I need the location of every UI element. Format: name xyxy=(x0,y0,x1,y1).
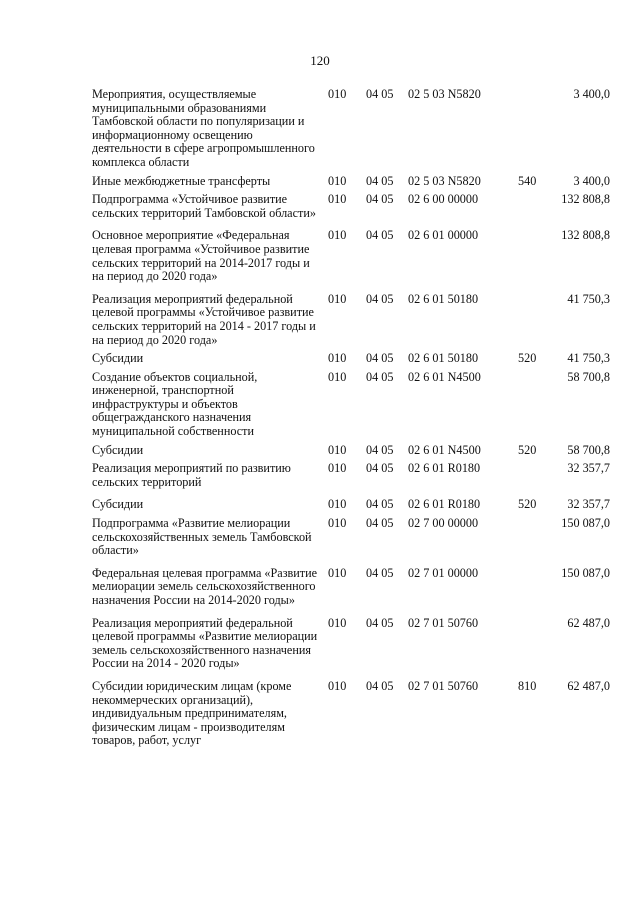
row-name: Субсидии xyxy=(92,442,144,457)
row-section: 04 05 xyxy=(366,192,394,207)
row-name: Мероприятия, осуществляемые муниципальными образованиями Тамбовской области по популяризации и информационному освещению деятельности в сфере агропромышленного комплекса области xyxy=(92,87,315,169)
row-target-article: 02 6 00 00000 xyxy=(408,192,479,207)
row-grbs: 010 xyxy=(328,228,347,243)
row-amount: 150 087,0 xyxy=(561,565,610,580)
row-expense-type xyxy=(518,371,544,444)
row-grbs: 010 xyxy=(328,291,347,306)
row-target-article: 02 6 01 N4500 xyxy=(408,442,481,457)
table-row xyxy=(92,462,610,498)
row-grbs: 010 xyxy=(328,369,347,384)
row-expense-type xyxy=(518,617,544,680)
row-amount: 62 487,0 xyxy=(567,615,610,630)
row-amount: 3 400,0 xyxy=(573,87,610,101)
row-name: Создание объектов социальной, инженерной, транспортной инфраструктуры и объектов общегражданского назначения муниципальной собственности xyxy=(92,369,258,439)
table-row xyxy=(92,567,610,617)
row-expense-type xyxy=(518,229,544,292)
row-target-article: 02 6 01 50180 xyxy=(408,291,479,306)
row-expense-type xyxy=(518,293,544,352)
row-section: 04 05 xyxy=(366,442,394,457)
row-grbs: 010 xyxy=(328,516,347,531)
row-amount: 3 400,0 xyxy=(573,173,610,188)
row-expense-type: 520 xyxy=(518,442,537,457)
table-row xyxy=(92,352,610,371)
row-name: Реализация мероприятий по развитию сельских территорий xyxy=(92,461,291,489)
row-amount: 132 808,8 xyxy=(561,192,610,207)
row-target-article: 02 6 01 50180 xyxy=(408,351,479,366)
row-amount: 150 087,0 xyxy=(561,516,610,531)
row-section: 04 05 xyxy=(366,678,394,693)
row-name: Подпрограмма «Развитие мелиорации сельскохозяйственных земель Тамбовской области» xyxy=(92,516,312,558)
row-section: 04 05 xyxy=(366,497,394,512)
table-row xyxy=(92,88,610,175)
row-amount: 132 808,8 xyxy=(561,228,610,243)
row-grbs: 010 xyxy=(328,173,347,188)
row-target-article: 02 7 00 00000 xyxy=(408,516,479,531)
row-target-article: 02 7 01 00000 xyxy=(408,565,479,580)
row-amount: 41 750,3 xyxy=(567,291,610,306)
row-amount: 32 357,7 xyxy=(567,461,610,476)
row-amount: 58 700,8 xyxy=(567,442,610,457)
row-amount: 58 700,8 xyxy=(567,369,610,384)
row-name: Субсидии xyxy=(92,351,144,366)
row-name: Субсидии юридическим лицам (кроме некоммерческих организаций), индивидуальным предпринимателям, физическим лицам - производителям товаров, работ, услуг xyxy=(92,678,292,748)
row-name: Иные межбюджетные трансферты xyxy=(92,173,271,188)
table-row xyxy=(92,293,610,352)
row-name: Субсидии xyxy=(92,497,144,512)
table-row xyxy=(92,498,610,517)
row-target-article: 02 6 01 N4500 xyxy=(408,369,481,384)
table-row xyxy=(92,175,610,194)
table-row xyxy=(92,444,610,463)
row-section: 04 05 xyxy=(366,351,394,366)
row-section: 04 05 xyxy=(366,565,394,580)
row-target-article: 02 5 03 N5820 xyxy=(408,173,481,188)
row-amount: 41 750,3 xyxy=(567,351,610,366)
row-section: 04 05 xyxy=(366,87,394,101)
row-section: 04 05 xyxy=(366,173,394,188)
table-row xyxy=(92,680,610,748)
row-target-article: 02 6 01 R0180 xyxy=(408,461,481,476)
row-amount: 32 357,7 xyxy=(567,497,610,512)
budget-table xyxy=(92,88,610,748)
row-amount: 62 487,0 xyxy=(567,678,610,693)
row-section: 04 05 xyxy=(366,516,394,531)
row-expense-type: 540 xyxy=(518,173,537,188)
row-target-article: 02 7 01 50760 xyxy=(408,615,479,630)
row-section: 04 05 xyxy=(366,369,394,384)
row-target-article: 02 7 01 50760 xyxy=(408,678,479,693)
row-grbs: 010 xyxy=(328,461,347,476)
row-name: Подпрограмма «Устойчивое развитие сельских территорий Тамбовской области» xyxy=(92,192,316,220)
row-expense-type xyxy=(518,517,544,567)
table-row xyxy=(92,517,610,567)
row-grbs: 010 xyxy=(328,497,347,512)
row-expense-type: 520 xyxy=(518,351,537,366)
table-row xyxy=(92,193,610,229)
row-section: 04 05 xyxy=(366,228,394,243)
row-name: Реализация мероприятий федеральной целевой программы «Устойчивое развитие сельских территорий на 2014 - 2017 годы и на период до 2020 года» xyxy=(92,291,316,347)
page-number: 120 xyxy=(310,53,330,68)
row-name: Основное мероприятие «Федеральная целевая программа «Устойчивое развитие сельских территорий на 2014-2017 годы и на период до 2020 года» xyxy=(92,228,310,284)
row-section: 04 05 xyxy=(366,461,394,476)
row-name: Федеральная целевая программа «Развитие мелиорации земель сельскохозяйственного назначения России на 2014-2020 годы» xyxy=(92,565,318,607)
row-expense-type: 810 xyxy=(518,678,537,693)
row-grbs: 010 xyxy=(328,442,347,457)
row-grbs: 010 xyxy=(328,678,347,693)
row-expense-type xyxy=(518,193,544,229)
row-grbs: 010 xyxy=(328,565,347,580)
row-grbs: 010 xyxy=(328,615,347,630)
table-row xyxy=(92,229,610,292)
row-grbs: 010 xyxy=(328,351,347,366)
row-section: 04 05 xyxy=(366,291,394,306)
row-expense-type: 520 xyxy=(518,497,537,512)
row-target-article: 02 6 01 R0180 xyxy=(408,497,481,512)
row-expense-type xyxy=(518,462,544,498)
row-grbs: 010 xyxy=(328,87,347,101)
row-section: 04 05 xyxy=(366,615,394,630)
table-row xyxy=(92,617,610,680)
row-grbs: 010 xyxy=(328,192,347,207)
row-expense-type xyxy=(518,567,544,617)
row-target-article: 02 6 01 00000 xyxy=(408,228,479,243)
table-row xyxy=(92,371,610,444)
row-expense-type xyxy=(518,88,544,175)
row-name: Реализация мероприятий федеральной целевой программы «Развитие мелиорации земель сельскохозяйственного назначения России на 2014 - 2020 годы» xyxy=(92,615,318,671)
row-target-article: 02 5 03 N5820 xyxy=(408,87,481,101)
